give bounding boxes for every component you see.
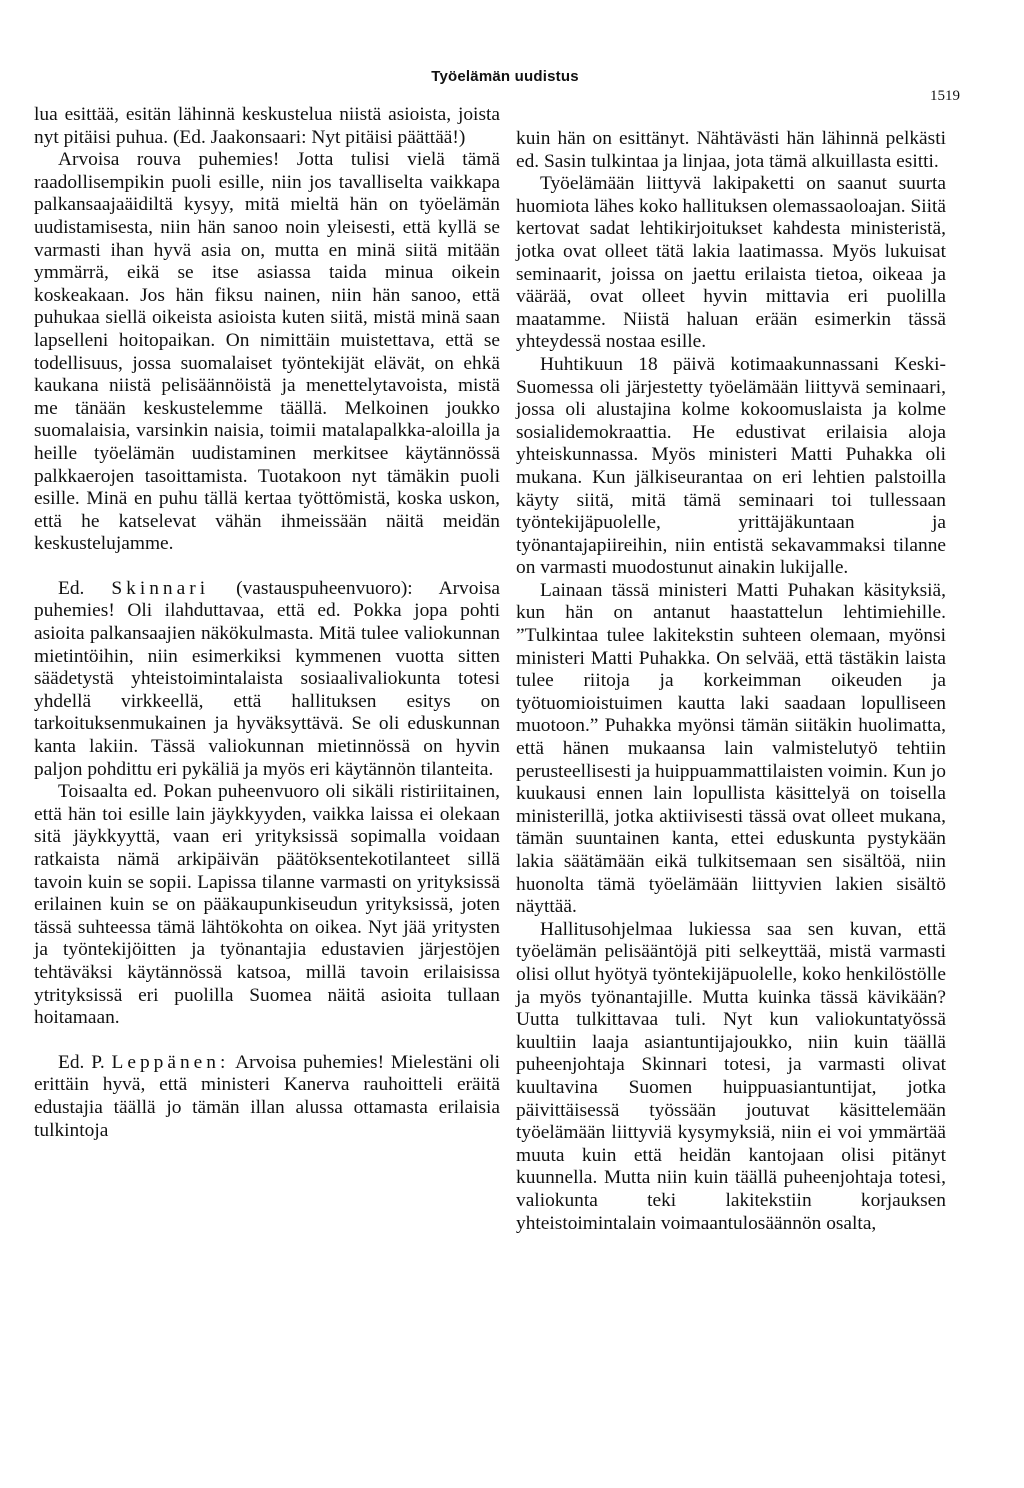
speech-text: (vastauspuheenvuoro): Arvoisa puhemies! Oli ilahduttavaa, että ed. Pokka jopa pohti asioita palkansaajien näkökulmasta. Mitä tulee valiokunnan mietintöihin, niin esimerkiksi kymmenen vuotta sitten säädetystä yhteistoimintalaista sosiaalivaliokunta totesi yhdellä virkkeellä, että hallituksen esitys on tarkoituksenmukainen ja hyväksyttävä. Se oli eduskunnan kanta lakiin. Tässä valiokunnan mietinnössä on hyvin paljon pohdittu eri pykäliä ja myös eri käytännön tilanteita.	[34, 577, 500, 780]
speech-skinnari	[34, 578, 500, 781]
speaker-name: Skinnari	[111, 577, 210, 599]
paragraph: kuin hän on esittänyt. Nähtävästi hän lähinnä pelkästi ed. Sasin tulkintaa ja linjaa, jota tämä alkuillasta esitti.	[516, 128, 946, 172]
page-number: 1519	[930, 88, 960, 104]
paragraph: Työelämään liittyvä lakipaketti on saanut suurta huomiota lähes koko hallituksen olemassaoloajan. Siitä kertovat sadat lehtikirjoitukset kahdesta ministeristä, jotka ovat olleet tätä lakia laatimassa. Myös lukuisat seminaarit, joissa on jaettu erilaista tietoa, oikeaa ja väärää, ovat olleet hyvin mittavia eri puolilla maatamme. Niistä haluan erään esimerkin tässä yhteydessä nostaa esille.	[516, 173, 946, 353]
paragraph: lua esittää, esitän lähinnä keskustelua niistä asioista, joista nyt pitäisi puhua. (Ed. Jaakonsaari: Nyt pitäisi päättää!)	[34, 104, 500, 148]
paragraph: Huhtikuun 18 päivä kotimaakunnassani Keski-Suomessa oli järjestetty työelämään liittyvä seminaari, jossa oli alustajina kolme kokoomuslaista ja kolme sosialidemokraattia. He edustivat erilaisia aloja yhteiskunnassa. Myös ministeri Matti Puhakka oli mukana. Kun jälkiseurantaa on eri lehtien palstoilla käyty siitä, mitä tämä seminaari toi tullessaan työntekijäpuolelle, yrittäjäkuntaan ja työnantajapiireihin, niin entistä sekavammaksi tilanne on varmasti muodostunut ainakin lukijalle.	[516, 353, 946, 579]
speaker-name: Leppänen:	[111, 1051, 230, 1073]
paragraph: Lainaan tässä ministeri Matti Puhakan käsityksiä, kun hän on antanut haastattelun lehtimiehille. ”Tulkintaa tulee lakitekstin suhteen olemaan, myönsi ministeri Matti Puhakka. On selvää, että tästäkin laista tulee riitoja ja korkeimman oikeuden ja työtuomioistuimen kautta laki saadaan lopulliseen muotoon.” Puhakka myönsi tämän siitäkin huolimatta, että hänen mukaansa lain valmistelutyö tehtiin perusteellisesti ja huippuammattilaisten voimin. Kun jo kuukausi ennen lain lopullista käsittelyä on toisella ministerillä, jotka aktiivisesti tässä ovat olleet mukana, tämän suuntainen kanta, ettei eduskunta pystykään lakia säätämään eikä tulkitsemaan sen sisältöä, niin huonolta tämä työelämään liittyvien lakien sisältö näyttää.	[516, 579, 946, 918]
running-header-title: Työelämän uudistus	[431, 68, 579, 85]
speech-text: Arvoisa puhemies! Mielestäni oli erittäin hyvä, että ministeri Kanerva rauhoitteli eräitä edustajia täällä jo tämän illan alussa ottamasta erilaisia tulkintoja	[34, 1051, 501, 1141]
speech-leppanen	[34, 1052, 500, 1142]
paragraph: Toisaalta ed. Pokan puheenvuoro oli sikäli ristiriitainen, että hän toi esille lain jäykkyyden, vaikka laissa ei olekaan sitä jäykkyyttä, vaan eri yrityksissä sopimalla voidaan ratkaista nämä arkipäivän päätöksentekotilanteet sillä tavoin kuin se sopii. Lapissa tilanne varmasti on yrityksissä erilainen kuin se on pääkaupunkiseudun yrityksissä, joten tässä suhteessa tämä lähtökohta on oikea. Nyt jää yritysten ja työntekijöitten ja työnantajia edustavien järjestöjen tehtäväksi käytännössä katsoa, millä tavoin erilaisissa ytrityksissä eri puolilla Suomea näitä asioita tullaan hoitamaan.	[34, 781, 500, 1029]
right-column	[516, 128, 946, 1235]
speaker-prefix: Ed.	[58, 577, 85, 599]
paragraph: Arvoisa rouva puhemies! Jotta tulisi vielä tämä raadollisempikin puoli esille, niin jos tavalliselta vaikkapa palkansaajaäidiltä kysyy, mitä mieltä hän on työelämän uudistamisesta, niin hän sanoo noin yleisesti, että kyllä se varmasti ihan hyvä asia on, mutta en minä siitä mitään ymmärrä, eikä se itse asiassa taida minua oikein koskeakaan. Jos hän fiksu nainen, niin hän sanoo, että puhukaa siellä oikeista asioista kuten siitä, mistä minä saan lapselleni hoitopaikan. On nimittäin muistettava, että se todellisuus, jossa suomalaiset työntekijät elävät, on ehkä kaukana niistä pelisäännöistä ja menettelytavoista, mistä me tänään keskustelemme täällä. Melkoinen joukko suomalaisia, varsinkin naisia, toimii matalapalkka-aloilla ja heille työelämän uudistaminen merkitsee käytännössä palkkaerojen tasoittamista. Tuotakoon nyt tämäkin puoli esille. Minä en puhu tällä kertaa työttömistä, koska uskon, että he katselevat vähän ihmeissään näitä meidän keskustelujamme.	[34, 149, 500, 555]
paragraph: Hallitusohjelmaa lukiessa saa sen kuvan, että työelämän pelisääntöjä piti selkeyttää, mistä varmasti olisi ollut hyötyä työntekijäpuolelle, koko henkilöstölle ja myös työnantajille. Mutta kuinka tässä kävikään? Uutta tulkittavaa tuli. Nyt kun valiokuntatyössä kuultiin laaja asiantuntijajoukko, niin kuin täällä puheenjohtaja Skinnari totesi, ja varmasti olivat kuultavina Suomen huippuasiantuntijat, jotka päivittäisessä työssään joutuvat käsittelemään työelämään liittyviä kysymyksiä, niin ei voi ymmärtää muuta kuin että heidän kantojaan olisi pitänyt kuunnella. Mutta niin kuin täällä puheenjohtaja totesi, valiokunta teki lakitekstiin korjauksen yhteistoimintalain voimaantulosäännön osalta,	[516, 918, 946, 1234]
speaker-prefix: Ed. P.	[58, 1051, 105, 1073]
left-column	[34, 104, 500, 1142]
